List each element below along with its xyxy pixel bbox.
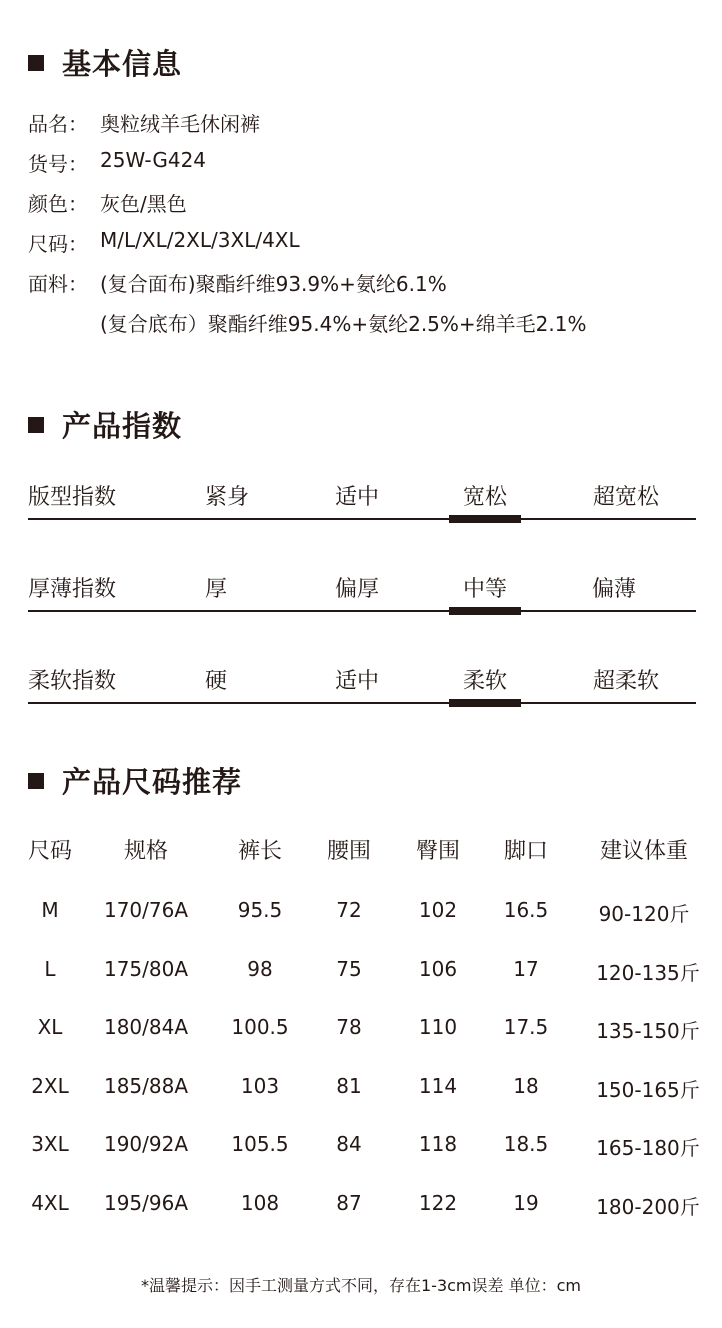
- index-selected-marker: [449, 699, 521, 707]
- index-option: 偏薄: [591, 577, 637, 602]
- col-header: 脚口: [503, 839, 549, 864]
- info-row-name: 品名： 奥粒绒羊毛休闲裤: [28, 112, 260, 136]
- info-row-color: 颜色： 灰色/黑色: [28, 192, 187, 216]
- index-option: 适中: [334, 485, 380, 510]
- index-option: 硬: [204, 669, 228, 694]
- basic-info-title: 基本信息: [62, 47, 183, 81]
- col-header: 尺码: [28, 839, 73, 864]
- index-scale-line: [28, 702, 696, 704]
- section-square-icon: [28, 773, 44, 789]
- index-option: 超柔软: [592, 669, 660, 694]
- col-header: 规格: [123, 839, 169, 864]
- size-rec-header: [28, 760, 242, 801]
- index-option-selected: 中等: [462, 577, 508, 602]
- index-label: 柔软指数: [28, 669, 117, 694]
- table-row: 2XL 185/88A 103 81 114 18 150-165斤: [31, 1073, 700, 1102]
- index-row-thickness: [28, 560, 696, 620]
- table-row: L 175/80A 98 75 106 17 120-135斤: [44, 956, 700, 985]
- index-option: 超宽松: [592, 485, 660, 510]
- basic-info-header: [28, 42, 182, 83]
- table-row: M 170/76A 95.5 72 102 16.5 90-120斤: [41, 898, 690, 926]
- index-label: 厚薄指数: [28, 577, 117, 602]
- size-table-header: [0, 828, 722, 884]
- index-option-selected: 宽松: [462, 485, 508, 510]
- index-option: 偏厚: [334, 577, 380, 602]
- info-row-size: 尺码： M/L/XL/2XL/3XL/4XL: [28, 228, 300, 256]
- section-square-icon: [28, 417, 44, 433]
- index-option-selected: 柔软: [462, 669, 508, 694]
- index-row-softness: [28, 652, 696, 712]
- index-scale-line: [28, 518, 696, 520]
- index-selected-marker: [449, 607, 521, 615]
- index-row-fit: [28, 468, 696, 528]
- info-row-sku: 货号： 25W-G424: [28, 148, 207, 176]
- info-row-fabric: 面料： (复合面布)聚酯纤维93.9%+氨纶6.1%: [28, 272, 447, 296]
- product-index-title: 产品指数: [62, 409, 183, 443]
- index-scale-line: [28, 610, 696, 612]
- info-row-fabric-line2: (复合底布）聚酯纤维95.4%+氨纶2.5%+绵羊毛2.1%: [100, 312, 587, 336]
- section-square-icon: [28, 55, 44, 71]
- col-header: 腰围: [326, 839, 372, 864]
- col-header: 建议体重: [599, 839, 689, 864]
- index-option: 厚: [204, 577, 228, 602]
- table-row: XL 180/84A 100.5 78 110 17.5 135-150斤: [37, 1015, 700, 1044]
- index-selected-marker: [449, 515, 521, 523]
- table-row: 3XL 190/92A 105.5 84 118 18.5 165-180斤: [31, 1132, 700, 1161]
- size-table: [0, 828, 722, 1236]
- index-label: 版型指数: [28, 485, 117, 510]
- measurement-note: *温馨提示：因手工测量方式不同，存在1-3cm误差 单位：cm: [141, 1276, 581, 1295]
- index-option: 紧身: [204, 485, 250, 510]
- index-option: 适中: [334, 669, 380, 694]
- table-row: 4XL 195/96A 108 87 122 19 180-200斤: [31, 1190, 700, 1219]
- product-index-header: [28, 404, 182, 445]
- col-header: 臀围: [415, 839, 461, 864]
- size-rec-title: 产品尺码推荐: [62, 765, 243, 799]
- col-header: 裤长: [237, 839, 283, 864]
